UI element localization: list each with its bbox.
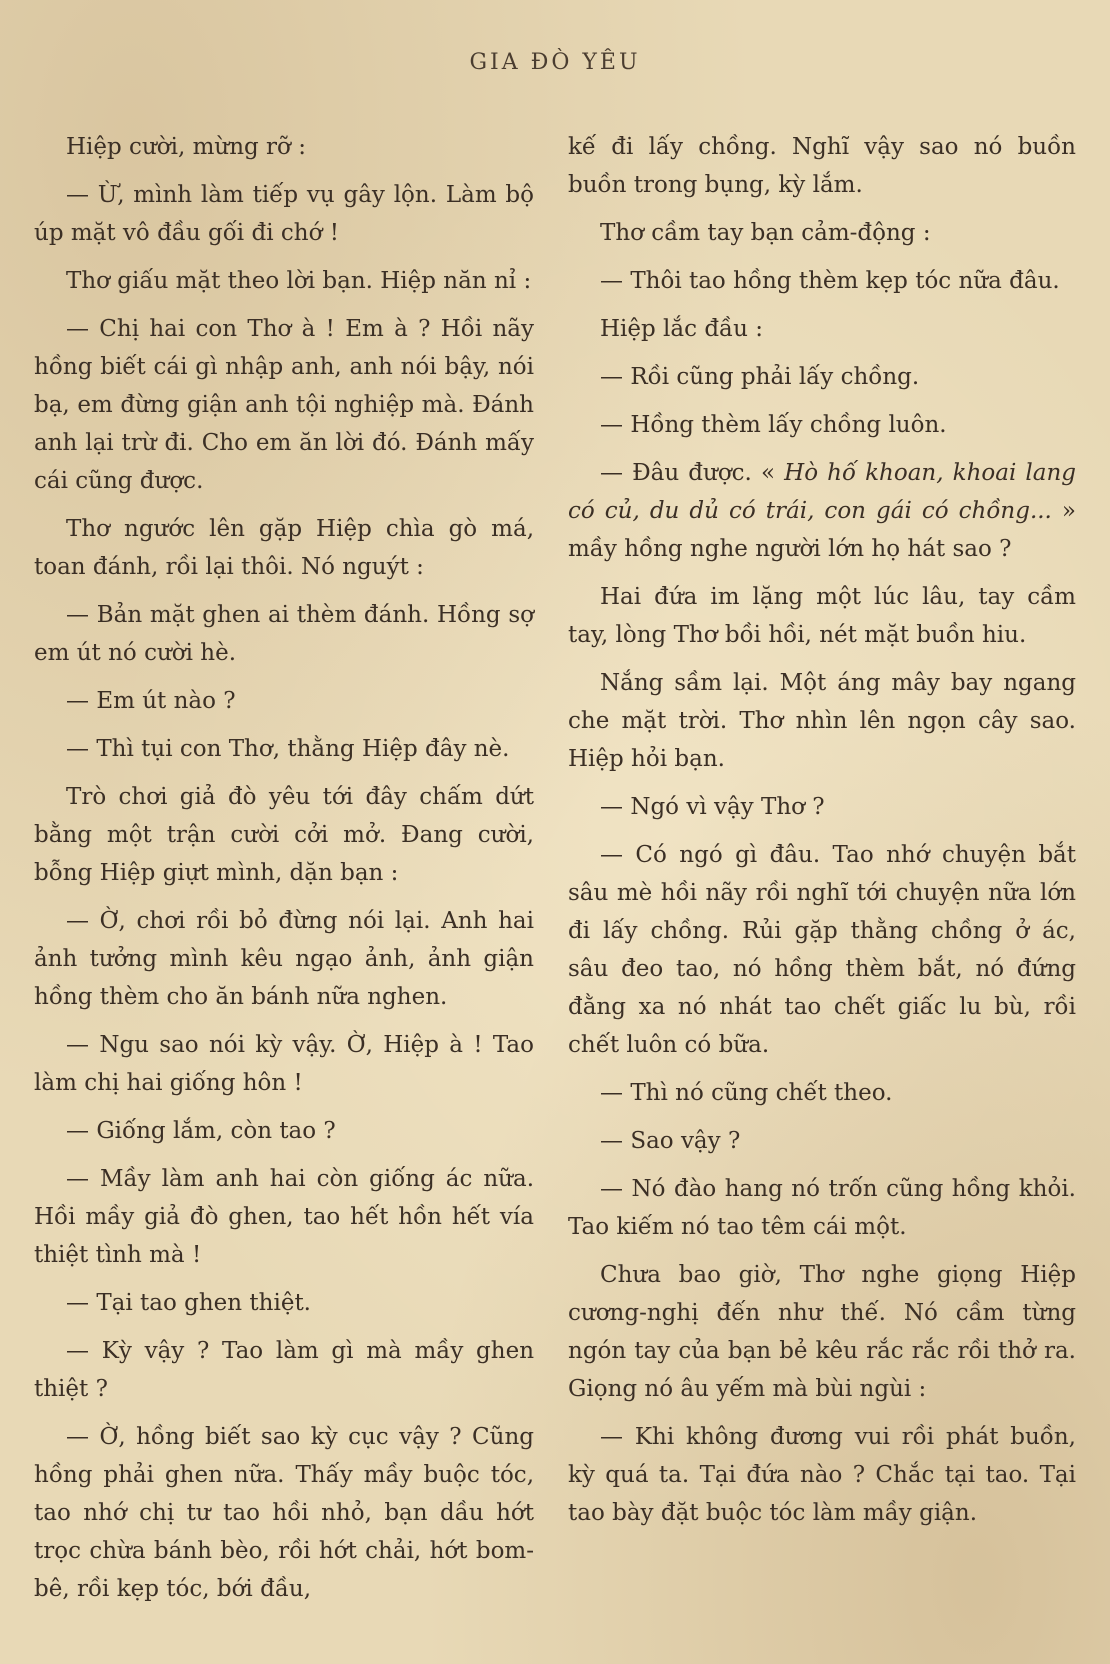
- left-column: [34, 128, 534, 1618]
- paragraph: Hiệp cười, mừng rỡ :: [66, 134, 306, 160]
- paragraph: Thơ cầm tay bạn cảm-động :: [600, 220, 931, 246]
- dialogue-line: — Ngó vì vậy Thơ ?: [568, 788, 1076, 826]
- dialogue-line: — Ờ, hồng biết sao kỳ cục vậy ? Cũng hồng phải ghen nữa. Thấy mầy buộc tóc, tao nhớ chị tư tao hồi nhỏ, bạn dầu hớt trọc chừa bánh bèo, rồi hớt chải, hớt bom-bê, rồi kẹp tóc, bới đầu,: [34, 1418, 534, 1608]
- dialogue-line: — Hồng thèm lấy chồng luôn.: [568, 406, 1076, 444]
- dialogue-line: — Tại tao ghen thiệt.: [34, 1284, 534, 1322]
- dialogue-line: — Nó đào hang nó trốn cũng hồng khỏi. Tao kiếm nó tao têm cái một.: [568, 1170, 1076, 1246]
- dialogue-line: — Thôi tao hồng thèm kẹp tóc nữa đâu.: [568, 262, 1076, 300]
- dialogue-line: — Ừ, mình làm tiếp vụ gây lộn. Làm bộ úp mặt vô đầu gối đi chớ !: [34, 176, 534, 252]
- dialogue-line: — Ngu sao nói kỳ vậy. Ờ, Hiệp à ! Tao làm chị hai giống hôn !: [34, 1026, 534, 1102]
- song-intro: Đâu được. «: [632, 460, 785, 486]
- song-outro: » mầy hồng nghe người lớn họ hát sao ?: [568, 498, 1076, 562]
- paragraph: Nắng sầm lại. Một áng mây bay ngang che mặt trời. Thơ nhìn lên ngọn cây sao. Hiệp hỏi bạn.: [568, 670, 1076, 772]
- dialogue-line: — Mầy làm anh hai còn giống ác nữa. Hồi mầy giả đò ghen, tao hết hồn hết vía thiệt tình mà !: [34, 1160, 534, 1274]
- dialogue-line: — Khi không đương vui rồi phát buồn, kỳ quá ta. Tại đứa nào ? Chắc tại tao. Tại tao bày đặt buộc tóc làm mầy giận.: [568, 1418, 1076, 1532]
- paragraph-continuation: kế đi lấy chồng. Nghĩ vậy sao nó buồn buồn trong bụng, kỳ lắm.: [568, 134, 1076, 198]
- paragraph: Trò chơi giả đò yêu tới đây chấm dứt bằng một trận cười cởi mở. Đang cười, bỗng Hiệp giựt mình, dặn bạn :: [34, 784, 534, 886]
- paragraph: Hai đứa im lặng một lúc lâu, tay cầm tay, lòng Thơ bồi hồi, nét mặt buồn hiu.: [568, 584, 1076, 648]
- dialogue-line: — Thì nó cũng chết theo.: [568, 1074, 1076, 1112]
- dialogue-line: — Bản mặt ghen ai thèm đánh. Hồng sợ em út nó cười hè.: [34, 596, 534, 672]
- dialogue-line: — Có ngó gì đâu. Tao nhớ chuyện bắt sâu mè hồi nãy rồi nghĩ tới chuyện nữa lớn đi lấy chồng. Rủi gặp thằng chồng ở ác, sâu đeo tao, nó hồng thèm bắt, nó đứng đằng xa nó nhát tao chết giấc lu bù, rồi chết luôn có bữa.: [568, 836, 1076, 1064]
- dialogue-line: — Chị hai con Thơ à ! Em à ? Hồi nãy hồng biết cái gì nhập anh, anh nói bậy, nói bạ, em đừng giận anh tội nghiệp mà. Đánh anh lại trừ đi. Cho em ăn lời đó. Đánh mấy cái cũng được.: [34, 310, 534, 500]
- dialogue-line: — Em út nào ?: [34, 682, 534, 720]
- paragraph: Chưa bao giờ, Thơ nghe giọng Hiệp cương-nghị đến như thế. Nó cầm từng ngón tay của bạn bẻ kêu rắc rắc rồi thở ra. Giọng nó âu yếm mà bùi ngùi :: [568, 1262, 1076, 1402]
- paragraph: Thơ ngước lên gặp Hiệp chìa gò má, toan đánh, rồi lại thôi. Nó nguýt :: [34, 516, 534, 580]
- dialogue-line: — Rồi cũng phải lấy chồng.: [568, 358, 1076, 396]
- song-lyric: Hò hố khoan, khoai lang có củ, du dủ có trái, con gái có chồng...: [568, 460, 1077, 524]
- dialogue-line: — Ờ, chơi rồi bỏ đừng nói lại. Anh hai ảnh tưởng mình kêu ngạo ảnh, ảnh giận hồng thèm cho ăn bánh nữa nghen.: [34, 902, 534, 1016]
- dialogue-line: — Giống lắm, còn tao ?: [34, 1112, 534, 1150]
- dialogue-line-with-song: [568, 454, 1076, 568]
- dialogue-line: — Thì tụi con Thơ, thằng Hiệp đây nè.: [34, 730, 534, 768]
- dialogue-line: — Kỳ vậy ? Tao làm gì mà mầy ghen thiệt ?: [34, 1332, 534, 1408]
- paragraph: Thơ giấu mặt theo lời bạn. Hiệp năn nỉ :: [66, 268, 532, 294]
- running-header: GIA ĐÒ YÊU: [469, 50, 641, 75]
- dialogue-line: — Sao vậy ?: [568, 1122, 1076, 1160]
- paragraph: Hiệp lắc đầu :: [600, 316, 764, 342]
- right-column: [568, 128, 1076, 1542]
